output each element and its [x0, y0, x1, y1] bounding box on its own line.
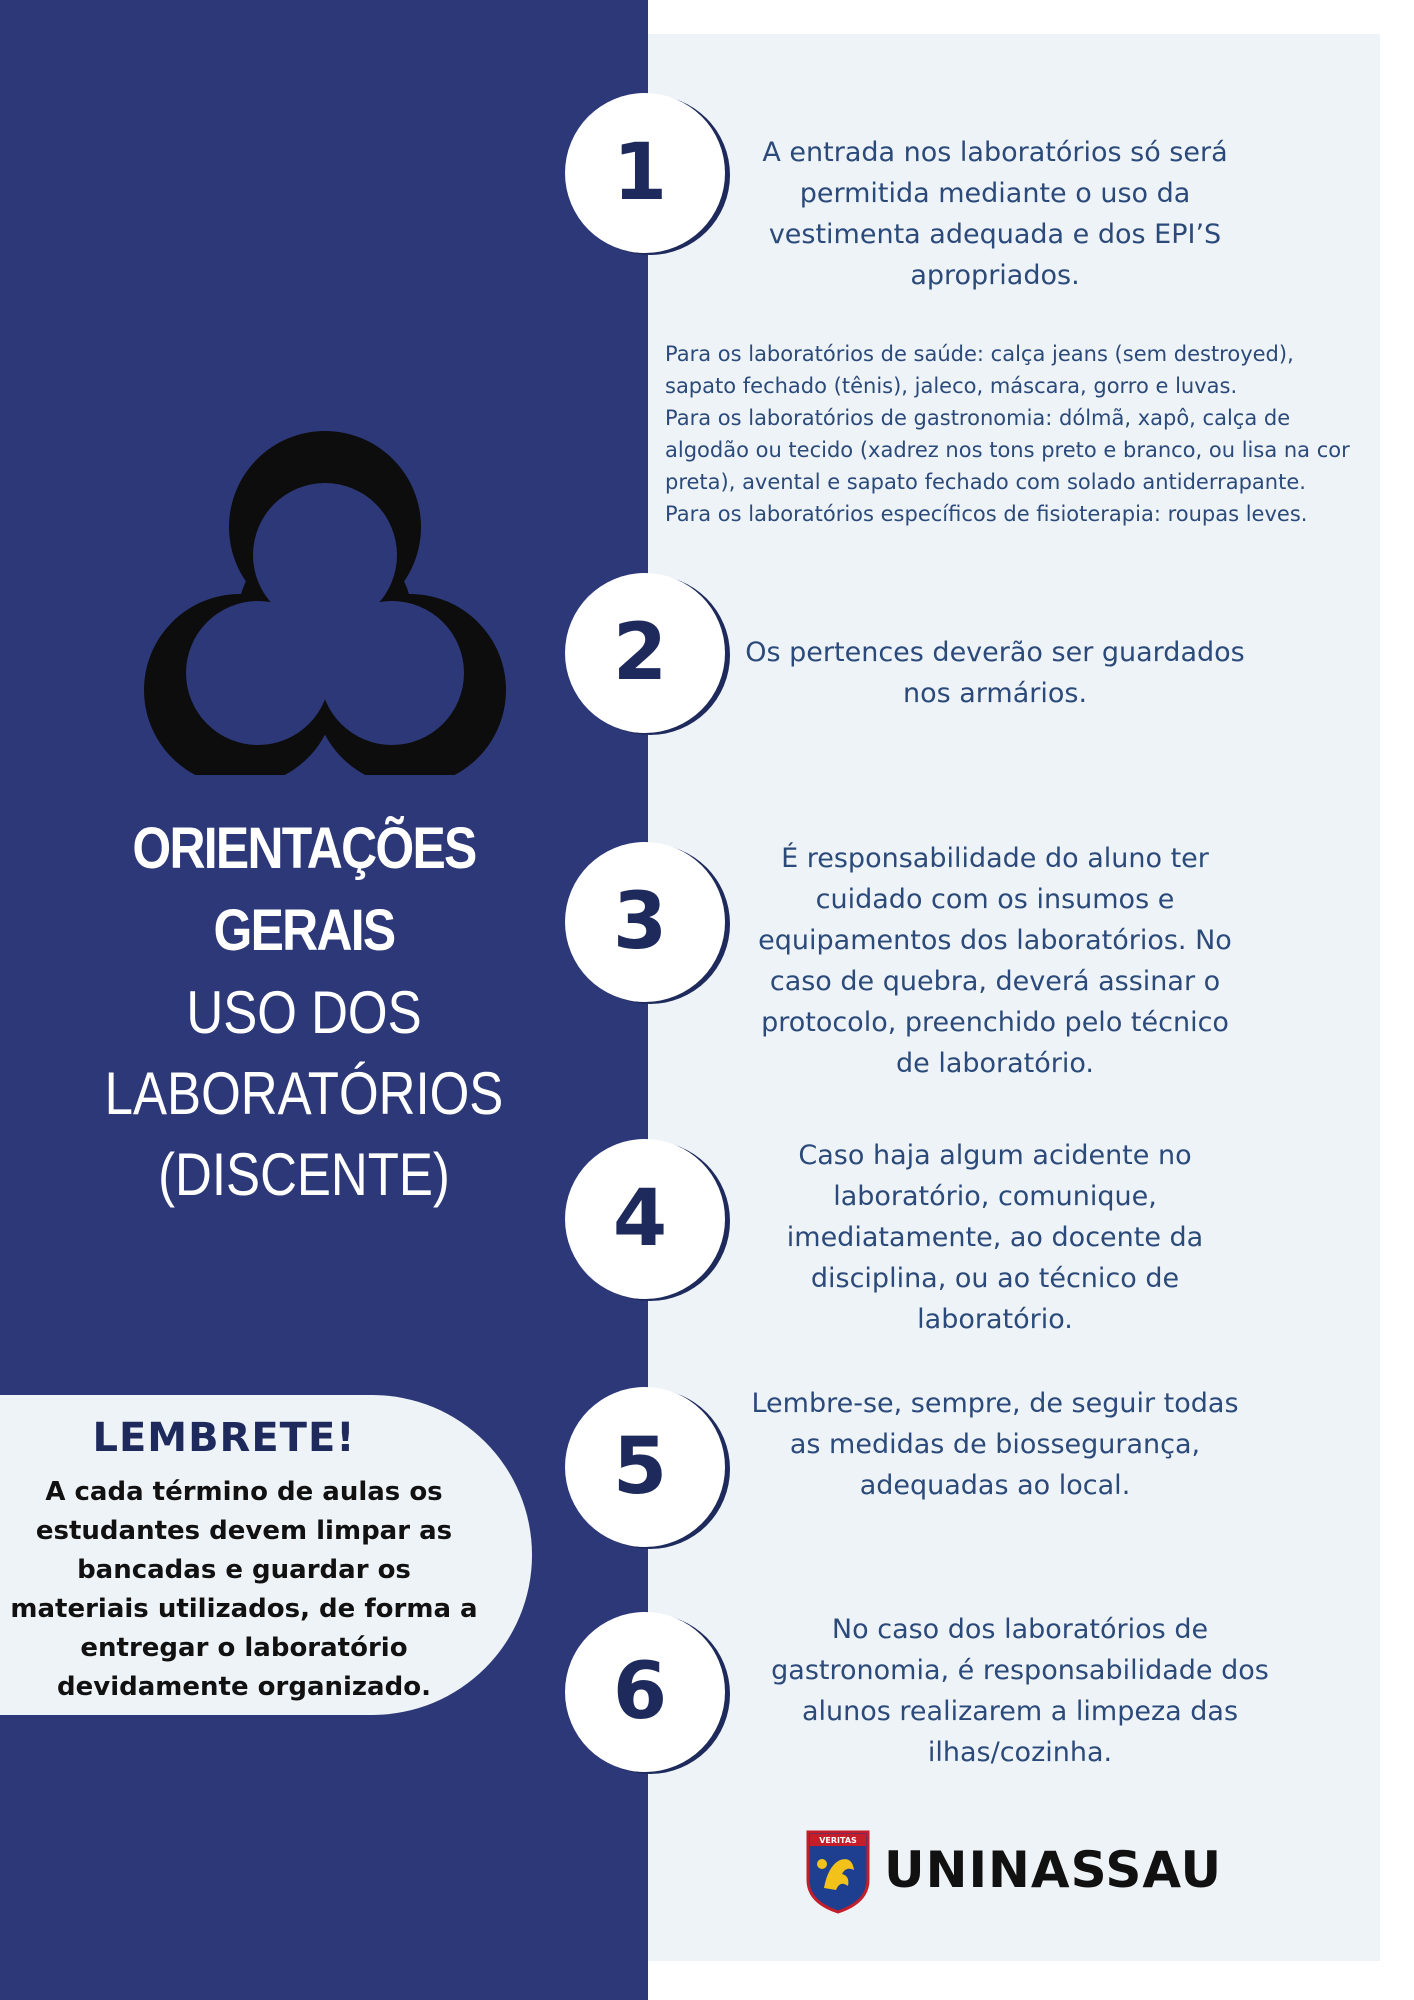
step-4-badge [565, 1139, 725, 1299]
step-6-text: No caso dos laboratórios de gastronomia, é responsabilidade dos alunos realizarem a limpeza das ilhas/cozinha. [771, 1614, 1269, 1768]
details-line: Para os laboratórios de gastronomia: dólmã, xapô, calça de [665, 406, 1291, 430]
step-6-number: 6 [612, 1647, 668, 1737]
shield-icon [806, 1830, 870, 1914]
step-2-badge [565, 573, 725, 733]
clothing-details [665, 338, 1375, 530]
details-line: preta), avental e sapato fechado com solado antiderrapante. [665, 470, 1306, 494]
title-block [0, 808, 608, 1215]
uninassau-logo [806, 1830, 1223, 1914]
step-5-text: Lembre-se, sempre, de seguir todas as medidas de biossegurança, adequadas ao local. [751, 1388, 1239, 1501]
details-line: Para os laboratórios específicos de fisioterapia: roupas leves. [665, 502, 1308, 526]
details-line: Para os laboratórios de saúde: calça jeans (sem destroyed), [665, 342, 1294, 366]
step-1-text: A entrada nos laboratórios só será permitida mediante o uso da vestimenta adequada e dos EPI’S apropriados. [762, 137, 1228, 291]
reminder-box [0, 1395, 532, 1715]
title-main: ORIENTAÇÕES GERAIS [132, 816, 476, 963]
step-2-text: Os pertences deverão ser guardados nos armários. [745, 637, 1245, 709]
step-2-number: 2 [612, 608, 668, 698]
shield-text: VERITAS [819, 1836, 857, 1845]
step-5-badge [565, 1387, 725, 1547]
step-1-badge [565, 93, 725, 253]
step-3-text: É responsabilidade do aluno ter cuidado com os insumos e equipamentos dos laboratórios. No caso de quebra, deverá assinar o protocolo, preenchido pelo técnico de laboratório. [758, 843, 1232, 1079]
step-3-badge [565, 842, 725, 1002]
details-line: sapato fechado (tênis), jaleco, máscara, gorro e luvas. [665, 374, 1238, 398]
step-4-number: 4 [612, 1174, 668, 1264]
reminder-text: A cada término de aulas os estudantes devem limpar as bancadas e guardar os materiais utilizados, de forma a entregar o laboratório devidamente organizado. [10, 1477, 478, 1702]
title-line-3: (DISCENTE) [158, 1141, 450, 1208]
biohazard-icon [140, 430, 510, 775]
title-line-1: USO DOS [186, 979, 422, 1046]
details-line: algodão ou tecido (xadrez nos tons preto e branco, ou lisa na cor [665, 438, 1350, 462]
reminder-title: LEMBRETE! [92, 1415, 356, 1461]
logo-text: UNINASSAU [884, 1841, 1223, 1899]
step-3-number: 3 [612, 877, 668, 967]
step-5-number: 5 [612, 1422, 668, 1512]
title-line-2: LABORATÓRIOS [104, 1060, 504, 1127]
step-4-text: Caso haja algum acidente no laboratório, comunique, imediatamente, ao docente da disciplina, ou ao técnico de laboratório. [786, 1140, 1204, 1335]
step-6-badge [565, 1612, 725, 1772]
step-1-number: 1 [612, 128, 668, 218]
